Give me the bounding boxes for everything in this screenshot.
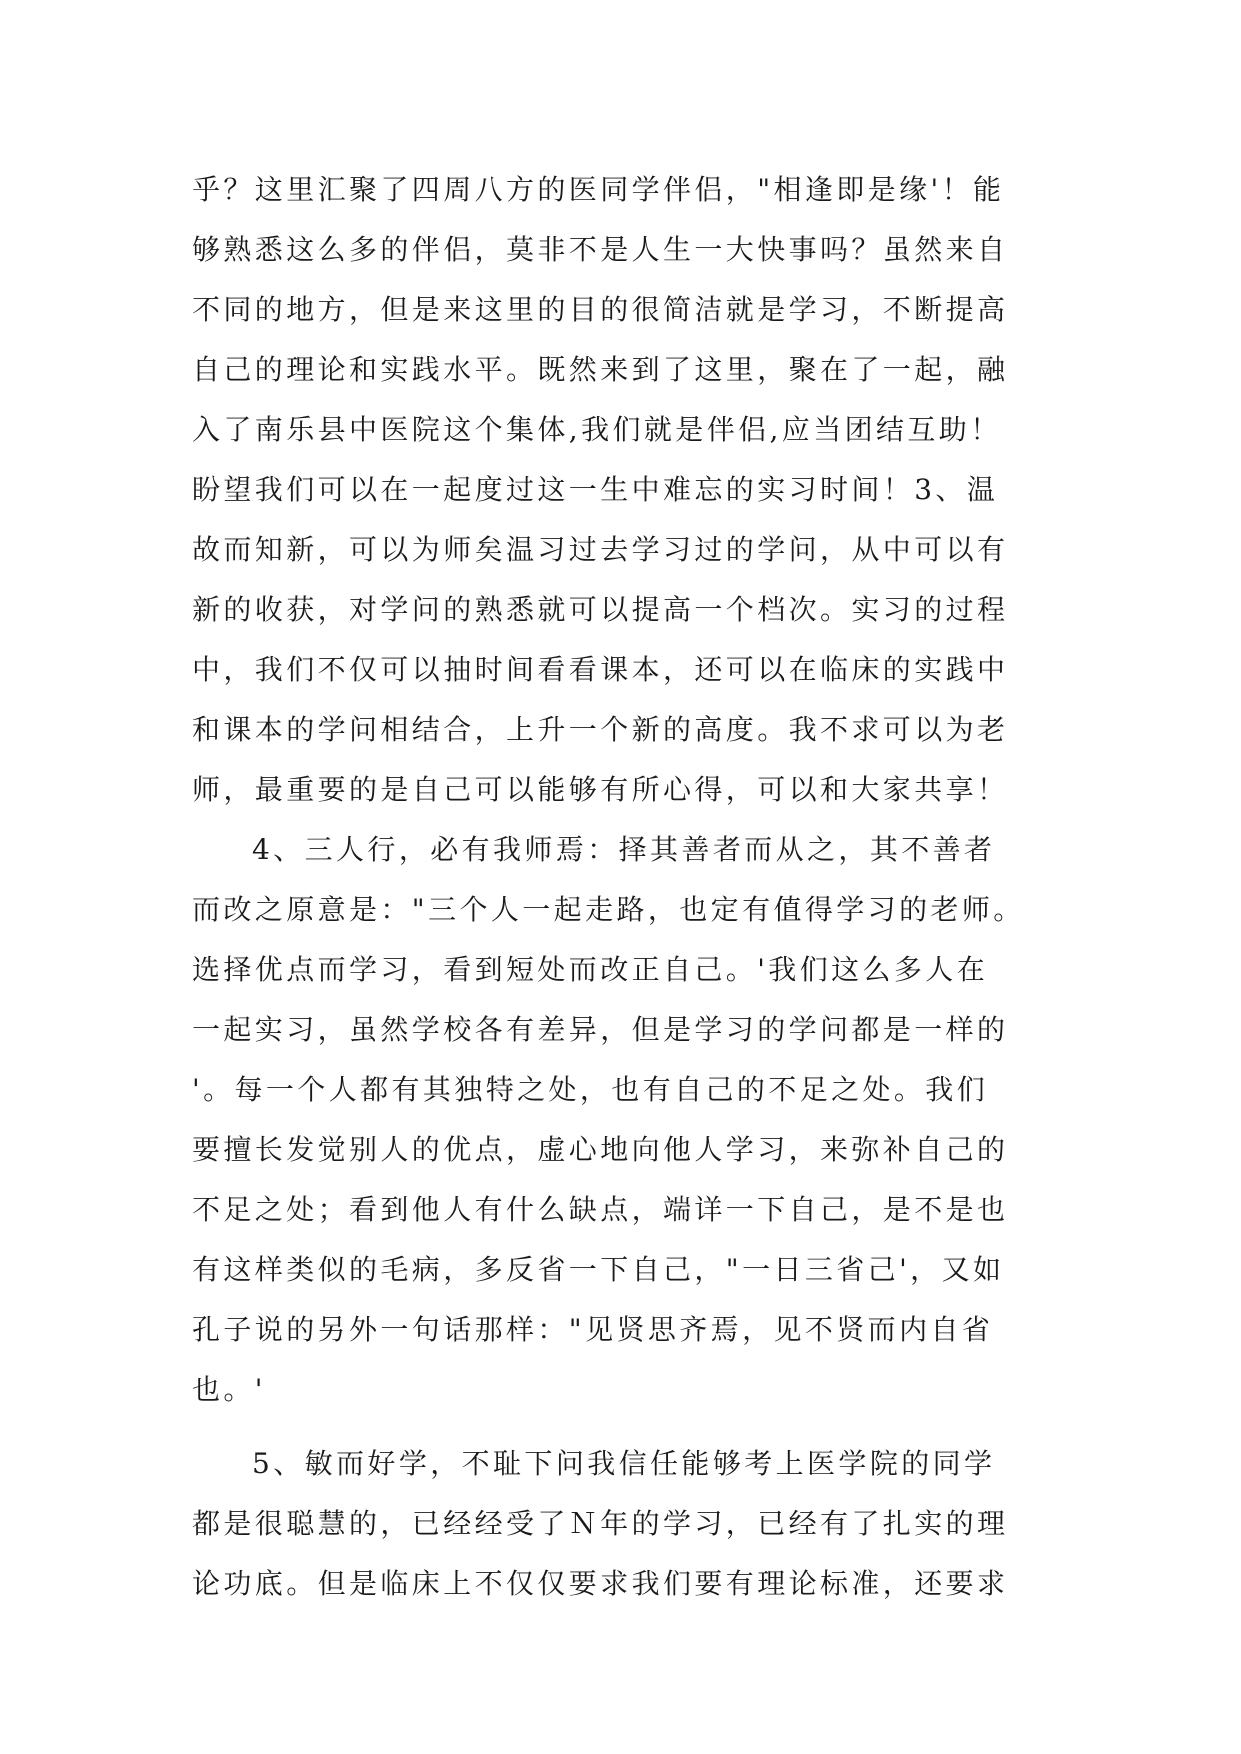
text-line: 入了南乐县中医院这个集体,我们就是伴侣,应当团结互助！	[192, 413, 1002, 446]
text-line: 也。'	[192, 1373, 266, 1406]
text-line: 自己的理论和实践水平。既然来到了这里，聚在了一起，融	[192, 353, 1009, 386]
text-line: 不足之处；看到他人有什么缺点，端详一下自己，是不是也	[192, 1193, 1009, 1226]
text-line: 故而知新，可以为师矣温习过去学习过的学问，从中可以有	[192, 533, 1009, 566]
body-text	[192, 160, 1062, 1614]
text-line: 中，我们不仅可以抽时间看看课本，还可以在临床的实践中	[192, 653, 1009, 686]
text-line: 乎？这里汇聚了四周八方的医同学伴侣，"相逢即是缘'！能	[192, 173, 1005, 206]
text-line: 和课本的学问相结合，上升一个新的高度。我不求可以为老	[192, 713, 1009, 746]
text-line: 而改之原意是："三个人一起走路，也定有值得学习的老师。	[192, 893, 1025, 926]
text-line: 一起实习，虽然学校各有差异，但是学习的学问都是一样的	[192, 1013, 1009, 1046]
paragraph-start-line: 4、三人行，必有我师焉：择其善者而从之，其不善者	[252, 833, 996, 866]
text-line: '。每一个人都有其独特之处，也有自己的不足之处。我们	[192, 1073, 989, 1106]
text-line: 要擅长发觉别人的优点，虚心地向他人学习，来弥补自己的	[192, 1133, 1009, 1166]
text-line: 有这样类似的毛病，多反省一下自己，"一日三省己'，又如	[192, 1253, 1005, 1286]
text-line: 师，最重要的是自己可以能够有所心得，可以和大家共享！	[192, 773, 1009, 806]
paragraph-gap	[192, 1420, 1062, 1434]
text-line: 孔子说的另外一句话那样："见贤思齐焉，见不贤而内自省	[192, 1313, 994, 1346]
text-line: 论功底。但是临床上不仅仅要求我们要有理论标准，还要求	[192, 1567, 1009, 1600]
text-line: 盼望我们可以在一起度过这一生中难忘的实习时间！3、温	[192, 473, 999, 506]
text-line: 不同的地方，但是来这里的目的很简洁就是学习，不断提高	[192, 293, 1009, 326]
text-line: 都是很聪慧的，已经经受了Ｎ年的学习，已经有了扎实的理	[192, 1507, 1009, 1540]
text-line: 新的收获，对学问的熟悉就可以提高一个档次。实习的过程	[192, 593, 1009, 626]
text-line: 选择优点而学习，看到短处而改正自己。'我们这么多人在	[192, 953, 989, 986]
paragraph-start-line: 5、敏而好学，不耻下问我信任能够考上医学院的同学	[252, 1447, 996, 1480]
text-line: 够熟悉这么多的伴侣，莫非不是人生一大快事吗？虽然来自	[192, 233, 1009, 266]
